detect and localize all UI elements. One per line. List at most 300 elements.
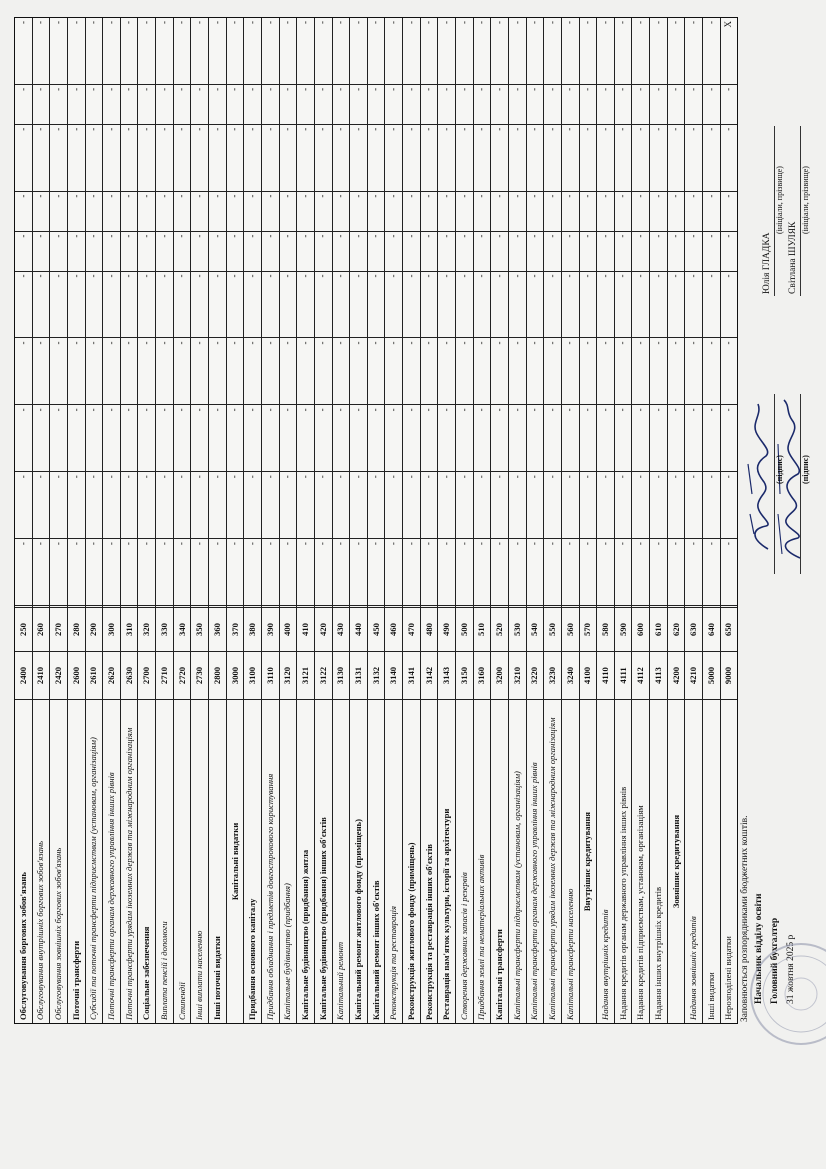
value-cell: - — [121, 404, 138, 471]
value-cell: - — [280, 231, 297, 271]
value-cell: - — [721, 84, 738, 124]
value-cell: - — [597, 124, 614, 191]
signature-line-2 — [800, 394, 801, 574]
row-label: Надання внутрішніх кредитів — [597, 699, 614, 1023]
value-cell: - — [650, 191, 667, 231]
value-cell: - — [105, 20, 116, 24]
value-cell: - — [244, 231, 261, 271]
value-cell: - — [280, 538, 297, 605]
row-line-number: 640 — [703, 605, 720, 651]
value-cell: - — [474, 84, 491, 124]
value-cell: - — [68, 471, 85, 538]
value-cell: - — [385, 271, 402, 338]
value-cell: - — [650, 271, 667, 338]
value-cell: - — [491, 271, 508, 338]
value-cell: - — [403, 471, 420, 538]
value-cell: - — [350, 471, 367, 538]
row-code: 2400 — [15, 651, 32, 699]
value-cell: - — [86, 191, 103, 231]
value-cell: - — [156, 471, 173, 538]
value-cell: - — [350, 538, 367, 605]
table-row — [191, 18, 209, 1023]
value-cell: - — [68, 404, 85, 471]
value-cell: - — [138, 404, 155, 471]
table-row — [350, 18, 368, 1023]
value-cell: - — [280, 124, 297, 191]
row-line-number: 580 — [597, 605, 614, 651]
row-code: 2610 — [86, 651, 103, 699]
row-code: 3150 — [456, 651, 473, 699]
value-cell: - — [438, 84, 455, 124]
value-cell: - — [368, 124, 385, 191]
table-row — [597, 18, 615, 1023]
row-line-number: 570 — [580, 605, 597, 651]
row-label: Інші поточні видатки — [209, 699, 226, 1023]
row-label: Зовнішнє кредитування — [668, 699, 685, 1023]
value-cell: - — [562, 124, 579, 191]
row-code: 2600 — [68, 651, 85, 699]
row-line-number: 370 — [227, 605, 244, 651]
value-cell: - — [685, 84, 702, 124]
value-cell: - — [580, 471, 597, 538]
value-cell: - — [509, 404, 526, 471]
row-line-number: 460 — [385, 605, 402, 651]
row-label: Стипендії — [174, 699, 191, 1023]
value-cell: - — [103, 337, 120, 404]
value-cell: - — [580, 231, 597, 271]
row-code: 3210 — [509, 651, 526, 699]
value-cell: - — [456, 538, 473, 605]
value-cell: - — [476, 20, 487, 24]
row-line-number: 390 — [262, 605, 279, 651]
value-cell: - — [597, 84, 614, 124]
row-line-number: 600 — [632, 605, 649, 651]
row-label: Виплата пенсій і допомоги — [156, 699, 173, 1023]
value-cell: - — [50, 231, 67, 271]
value-cell: - — [421, 271, 438, 338]
value-cell: - — [174, 471, 191, 538]
value-cell: - — [227, 538, 244, 605]
value-cell: - — [297, 84, 314, 124]
value-cell: - — [262, 471, 279, 538]
value-cell: - — [527, 231, 544, 271]
row-code: 2420 — [50, 651, 67, 699]
value-cell: - — [474, 538, 491, 605]
table-row — [403, 18, 421, 1023]
table-row — [632, 18, 650, 1023]
value-cell: - — [456, 271, 473, 338]
value-cell: - — [650, 84, 667, 124]
value-cell: - — [174, 538, 191, 605]
value-cell: - — [227, 404, 244, 471]
value-cell: - — [262, 191, 279, 231]
value-cell: - — [491, 231, 508, 271]
table-row — [721, 18, 738, 1023]
value-cell: - — [721, 404, 738, 471]
value-cell: - — [632, 471, 649, 538]
table-row — [68, 18, 86, 1023]
table-row — [103, 18, 121, 1023]
value-cell: - — [191, 538, 208, 605]
value-cell: - — [244, 404, 261, 471]
value-cell: - — [264, 20, 275, 24]
value-cell: - — [615, 271, 632, 338]
row-code: 3141 — [403, 651, 420, 699]
value-cell: - — [368, 191, 385, 231]
row-code: 3142 — [421, 651, 438, 699]
table-row — [50, 18, 68, 1023]
value-cell: - — [403, 124, 420, 191]
value-cell: - — [421, 231, 438, 271]
value-cell: - — [352, 20, 363, 24]
value-cell: - — [86, 271, 103, 338]
value-cell: - — [438, 337, 455, 404]
value-cell: - — [191, 404, 208, 471]
value-cell: - — [138, 271, 155, 338]
value-cell: - — [474, 337, 491, 404]
value-cell: - — [86, 84, 103, 124]
value-cell: - — [615, 231, 632, 271]
value-cell: - — [244, 191, 261, 231]
row-code: 3132 — [368, 651, 385, 699]
row-code: 3130 — [333, 651, 350, 699]
value-cell: - — [721, 124, 738, 191]
row-code: 5000 — [703, 651, 720, 699]
value-cell: - — [297, 538, 314, 605]
value-cell: - — [297, 271, 314, 338]
table-row — [615, 18, 633, 1023]
value-cell: - — [685, 124, 702, 191]
value-cell: - — [474, 124, 491, 191]
value-cell: - — [15, 404, 32, 471]
value-cell: - — [86, 404, 103, 471]
table-row — [227, 18, 245, 1023]
value-cell: - — [580, 84, 597, 124]
row-line-number: 440 — [350, 605, 367, 651]
value-cell: - — [280, 337, 297, 404]
value-cell: - — [705, 20, 716, 24]
value-cell: - — [103, 84, 120, 124]
value-cell: - — [721, 271, 738, 338]
value-cell: - — [544, 271, 561, 338]
value-cell: - — [421, 124, 438, 191]
value-cell: - — [280, 191, 297, 231]
value-cell: - — [297, 231, 314, 271]
value-cell: - — [421, 404, 438, 471]
value-cell: - — [370, 20, 381, 24]
value-cell: - — [493, 20, 504, 24]
row-line-number: 360 — [209, 605, 226, 651]
value-cell: - — [156, 191, 173, 231]
table-row — [121, 18, 139, 1023]
value-cell: - — [333, 231, 350, 271]
value-cell: - — [191, 231, 208, 271]
value-cell: - — [15, 538, 32, 605]
value-cell: - — [597, 191, 614, 231]
value-cell: - — [562, 231, 579, 271]
value-cell: - — [368, 404, 385, 471]
value-cell: - — [191, 337, 208, 404]
row-label: Придбання основного капіталу — [244, 699, 261, 1023]
value-cell: - — [597, 271, 614, 338]
table-row — [315, 18, 333, 1023]
value-cell: - — [227, 191, 244, 231]
value-cell: - — [333, 124, 350, 191]
value-cell: - — [138, 124, 155, 191]
row-line-number: 340 — [174, 605, 191, 651]
value-cell: - — [438, 404, 455, 471]
value-cell: - — [297, 404, 314, 471]
value-cell: - — [103, 538, 120, 605]
value-cell: - — [546, 20, 557, 24]
value-cell: - — [650, 124, 667, 191]
row-code: 2410 — [33, 651, 50, 699]
row-label: Капітальні трансферти підприємствам (установам, організаціям) — [509, 699, 526, 1023]
value-cell: - — [15, 84, 32, 124]
value-cell: - — [350, 124, 367, 191]
value-cell: - — [403, 191, 420, 231]
value-cell: - — [158, 20, 169, 24]
value-cell: - — [509, 231, 526, 271]
value-cell: - — [529, 20, 540, 24]
name-caption-2: (ініціали, прізвище) — [801, 166, 810, 234]
row-code: 2700 — [138, 651, 155, 699]
row-line-number: 520 — [491, 605, 508, 651]
table-row — [262, 18, 280, 1023]
value-cell: - — [227, 271, 244, 338]
value-cell: - — [405, 20, 416, 24]
value-cell: - — [685, 191, 702, 231]
value-cell: - — [50, 84, 67, 124]
value-cell: - — [33, 337, 50, 404]
value-cell: - — [209, 124, 226, 191]
value-cell: - — [368, 271, 385, 338]
value-cell: - — [438, 124, 455, 191]
row-line-number: 450 — [368, 605, 385, 651]
value-cell: - — [88, 20, 99, 24]
value-cell: - — [156, 404, 173, 471]
value-cell: - — [123, 20, 134, 24]
value-cell: - — [15, 337, 32, 404]
value-cell: - — [597, 471, 614, 538]
value-cell: - — [176, 20, 187, 24]
row-line-number: 610 — [650, 605, 667, 651]
table-row — [174, 18, 192, 1023]
value-cell: - — [703, 231, 720, 271]
value-cell: - — [580, 538, 597, 605]
value-cell: - — [456, 404, 473, 471]
value-cell: - — [615, 404, 632, 471]
value-cell: - — [68, 191, 85, 231]
value-cell: - — [544, 404, 561, 471]
value-cell: - — [703, 538, 720, 605]
value-cell: - — [229, 20, 240, 24]
value-cell: - — [103, 124, 120, 191]
row-code: 4110 — [597, 651, 614, 699]
value-cell: - — [544, 124, 561, 191]
value-cell: - — [615, 471, 632, 538]
table-row — [15, 18, 33, 1023]
value-cell: - — [509, 538, 526, 605]
value-cell: - — [635, 20, 646, 24]
value-cell: - — [385, 471, 402, 538]
row-code: 2800 — [209, 651, 226, 699]
value-cell: - — [50, 191, 67, 231]
row-label: Поточні трансферти урядам іноземних держав та міжнародним організаціям — [121, 699, 138, 1023]
name-head: Юлія ГЛАДКА — [762, 232, 772, 294]
value-cell: - — [721, 231, 738, 271]
value-cell: - — [385, 84, 402, 124]
value-cell: - — [703, 84, 720, 124]
value-cell: - — [368, 471, 385, 538]
row-label: Придбання землі та нематеріальних активів — [474, 699, 491, 1023]
row-label: Соціальне забезпечення — [138, 699, 155, 1023]
value-cell: - — [17, 20, 28, 24]
value-cell: - — [421, 471, 438, 538]
value-cell: - — [333, 84, 350, 124]
row-code: 3122 — [315, 651, 332, 699]
value-cell: - — [280, 471, 297, 538]
row-line-number: 250 — [15, 605, 32, 651]
value-cell: - — [474, 404, 491, 471]
row-label: Капітальні трансферти населенню — [562, 699, 579, 1023]
value-cell: - — [121, 271, 138, 338]
row-label: Капітальні трансферти органам державного управління інших рівнів — [527, 699, 544, 1023]
table-row — [527, 18, 545, 1023]
value-cell: - — [456, 191, 473, 231]
value-cell: - — [50, 337, 67, 404]
row-code: 4210 — [685, 651, 702, 699]
row-code: 2630 — [121, 651, 138, 699]
value-cell: - — [703, 471, 720, 538]
value-cell: - — [562, 471, 579, 538]
value-cell: - — [421, 337, 438, 404]
value-cell: - — [138, 84, 155, 124]
value-cell: - — [458, 20, 469, 24]
value-cell: - — [121, 538, 138, 605]
table-row — [244, 18, 262, 1023]
value-cell: - — [509, 191, 526, 231]
row-line-number: 320 — [138, 605, 155, 651]
value-cell: - — [262, 538, 279, 605]
value-cell: - — [491, 538, 508, 605]
value-cell: - — [209, 538, 226, 605]
row-code: 3230 — [544, 651, 561, 699]
value-cell: - — [315, 471, 332, 538]
value-cell: - — [244, 337, 261, 404]
value-cell: - — [580, 124, 597, 191]
row-code: 3240 — [562, 651, 579, 699]
value-cell: - — [599, 20, 610, 24]
value-cell: - — [385, 404, 402, 471]
value-cell: - — [227, 337, 244, 404]
value-cell: - — [333, 337, 350, 404]
value-cell: - — [438, 538, 455, 605]
report-date: 31 жовтня 2025 р — [786, 934, 796, 1004]
value-cell: - — [68, 124, 85, 191]
row-code: 9000 — [721, 651, 738, 699]
value-cell: - — [652, 20, 663, 24]
value-cell: - — [15, 124, 32, 191]
row-label: Капітальне будівництво (придбання) інших об'єктів — [315, 699, 332, 1023]
value-cell: - — [403, 84, 420, 124]
row-code: 3160 — [474, 651, 491, 699]
value-cell: - — [227, 471, 244, 538]
value-cell: - — [527, 271, 544, 338]
value-cell: - — [597, 337, 614, 404]
value-cell: - — [174, 337, 191, 404]
value-cell: - — [121, 124, 138, 191]
row-label: Капітальне будівництво (придбання) — [280, 699, 297, 1023]
value-cell: - — [209, 404, 226, 471]
row-line-number: 540 — [527, 605, 544, 651]
value-cell: - — [333, 471, 350, 538]
value-cell: - — [315, 538, 332, 605]
value-cell: - — [86, 337, 103, 404]
value-cell: - — [721, 471, 738, 538]
value-cell: - — [35, 20, 46, 24]
value-cell: - — [333, 191, 350, 231]
value-cell: - — [668, 471, 685, 538]
row-code: 3131 — [350, 651, 367, 699]
value-cell: - — [632, 124, 649, 191]
row-label: Надання кредитів підприємствам, установам, організаціям — [632, 699, 649, 1023]
value-cell: - — [262, 337, 279, 404]
row-label: Капітальні трансферти — [491, 699, 508, 1023]
value-cell: - — [632, 84, 649, 124]
row-label: Інші виплати населенню — [191, 699, 208, 1023]
table-row — [509, 18, 527, 1023]
value-cell: - — [421, 538, 438, 605]
value-cell: X — [723, 20, 734, 28]
value-cell: - — [632, 337, 649, 404]
row-label: Поточні трансферти органам державного управління інших рівнів — [103, 699, 120, 1023]
value-cell: - — [174, 124, 191, 191]
row-label: Внутрішнє кредитування — [580, 699, 597, 1023]
value-cell: - — [597, 404, 614, 471]
value-cell: - — [511, 20, 522, 24]
row-line-number: 280 — [68, 605, 85, 651]
row-label: Реконструкція та реставрація інших об'єктів — [421, 699, 438, 1023]
value-cell: - — [421, 84, 438, 124]
value-cell: - — [421, 191, 438, 231]
value-cell: - — [423, 20, 434, 24]
value-cell: - — [440, 20, 451, 24]
value-cell: - — [350, 231, 367, 271]
value-cell: - — [103, 231, 120, 271]
value-cell: - — [650, 337, 667, 404]
chief-accountant-title: Головний бухгалтер — [770, 917, 780, 1004]
value-cell: - — [491, 337, 508, 404]
value-cell: - — [33, 404, 50, 471]
value-cell: - — [615, 84, 632, 124]
signature-caption-2: (підпис) — [801, 455, 810, 484]
row-code: 3121 — [297, 651, 314, 699]
value-cell: - — [527, 84, 544, 124]
row-line-number: 530 — [509, 605, 526, 651]
value-cell: - — [685, 231, 702, 271]
value-cell: - — [315, 191, 332, 231]
table-row — [438, 18, 456, 1023]
table-row — [668, 18, 686, 1023]
value-cell: - — [703, 404, 720, 471]
value-cell: - — [33, 231, 50, 271]
value-cell: - — [491, 471, 508, 538]
value-cell: - — [138, 538, 155, 605]
row-line-number: 300 — [103, 605, 120, 651]
row-code: 4200 — [668, 651, 685, 699]
row-line-number: 590 — [615, 605, 632, 651]
